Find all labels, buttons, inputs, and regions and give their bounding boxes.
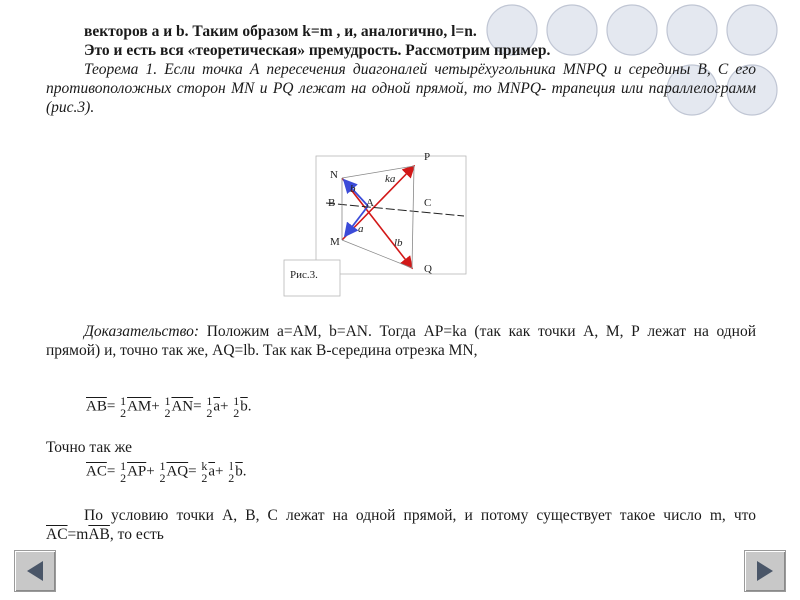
eq2-frac-2 xyxy=(159,460,165,484)
eq1-d2: 2 xyxy=(164,406,171,420)
eq1-n1: 1 xyxy=(120,394,127,408)
eq2-frac-1 xyxy=(120,460,126,484)
eq1-frac-2 xyxy=(164,395,170,419)
eq1-d3: 2 xyxy=(206,406,213,420)
label-lb: lb xyxy=(394,237,403,249)
closing-m: =m xyxy=(67,526,89,543)
eq1-v3: $\overline{a}$ xyxy=(213,398,221,415)
equation-1: $\overline{AB}=$ 1 2 $\overline{AM}+$ 1 2 $\overline{AN}=$ 1 2 $\overline{a}+$ 1 2 $\overline{b}$. xyxy=(86,394,252,420)
label-P: P xyxy=(424,151,431,163)
closing-paragraph xyxy=(46,506,756,544)
eq2-v3: $\overline{a}$ xyxy=(208,463,216,480)
eq1-v2: $\overline{AN}$ xyxy=(171,398,194,415)
eq1-end: . xyxy=(247,398,252,415)
proof-text: Положим а=АМ, b=AN. Тогда AP=ka (так как точки А, М, Р лежат на одной прямой) и, точно так же, AQ=lb. Так как В-середина отрезка MN, xyxy=(46,323,757,359)
eq1-frac-4 xyxy=(233,395,239,419)
eq2-d1: 2 xyxy=(120,471,127,485)
closing-end: , то есть xyxy=(109,526,164,543)
eq2-n3: k xyxy=(201,459,208,473)
label-ka: ka xyxy=(385,173,396,185)
triangle-left-icon xyxy=(23,559,47,583)
eq2-frac-4 xyxy=(228,460,234,484)
line-mp xyxy=(342,166,414,240)
theorem-text: Теорема 1. Если точка А пересечения диагоналей четырёхугольника MNPQ и середины В, С его противоположных сторон MN и PQ лежат на одной прямой, то MNPQ- трапеция или параллелограмм (рис.3). xyxy=(46,61,756,116)
eq2-end: . xyxy=(242,463,247,480)
eq2-n1: 1 xyxy=(120,459,127,473)
proof-label: Доказательство: xyxy=(84,323,200,340)
label-b: b xyxy=(350,183,356,195)
para-line-2: Это и есть вся «теоретическая» премудрость. Рассмотрим пример. xyxy=(84,42,551,59)
similarly-text: Точно так же xyxy=(46,439,132,456)
closing-text: По условию точки А, В, С лежат на одной прямой, и потому существует такое число m, что xyxy=(84,507,756,524)
label-M: M xyxy=(330,236,340,248)
prev-slide-button[interactable] xyxy=(14,550,56,592)
para-line-1: векторов а и b. Таким образом k=m , и, аналогично, l=n. xyxy=(84,23,477,40)
eq1-lhs: $\overline{AB}$ xyxy=(86,398,107,415)
vector-b xyxy=(344,180,368,206)
eq1-plus: + xyxy=(151,398,160,415)
eq1-frac-1 xyxy=(120,395,126,419)
figure-caption: Рис.3. xyxy=(290,269,318,281)
eq1-v4: $\overline{b}$ xyxy=(240,398,248,415)
eq2-eq2: = xyxy=(188,463,197,480)
side-pq xyxy=(412,166,414,268)
eq2-frac-3 xyxy=(201,460,207,484)
eq1-d4: 2 xyxy=(233,406,240,420)
eq1-v1: $\overline{AM}$ xyxy=(127,398,152,415)
eq2-v2: $\overline{AQ}$ xyxy=(166,463,189,480)
eq2-d4: 2 xyxy=(228,471,235,485)
eq2-eq: = xyxy=(106,463,116,480)
figure-3 xyxy=(282,148,472,298)
eq2-v1: $\overline{AP}$ xyxy=(127,463,147,480)
label-A: A xyxy=(366,197,374,209)
eq1-d1: 2 xyxy=(120,406,127,420)
label-B: B xyxy=(328,197,336,209)
eq1-frac-3 xyxy=(206,395,212,419)
eq1-eq2: = xyxy=(193,398,202,415)
equation-2: $\overline{AC}=$ 1 2 $\overline{AP}+$ 1 2 $\overline{AQ}=$ k 2 $\overline{a}+$ l 2 $\overline{b}$. xyxy=(86,459,247,485)
eq2-d3: 2 xyxy=(201,471,208,485)
eq1-n3: 1 xyxy=(206,394,213,408)
eq2-v4: $\overline{b}$ xyxy=(235,463,243,480)
eq1-n2: 1 xyxy=(164,394,171,408)
eq2-d2: 2 xyxy=(159,471,166,485)
closing-ac: $\overline{AC}$ xyxy=(46,526,68,543)
closing-ab: $\overline{AB}$ xyxy=(88,526,110,543)
label-a: a xyxy=(358,223,364,235)
label-N: N xyxy=(330,169,338,181)
next-slide-button[interactable] xyxy=(744,550,786,592)
triangle-right-icon xyxy=(753,559,777,583)
label-C: C xyxy=(424,197,432,209)
vector-a xyxy=(345,206,368,236)
label-Q: Q xyxy=(424,263,432,275)
eq2-lhs: $\overline{AC}$ xyxy=(86,463,107,480)
line-bc xyxy=(326,203,464,216)
eq2-n2: 1 xyxy=(159,459,166,473)
eq1-n4: 1 xyxy=(233,394,240,408)
eq2-n4: l xyxy=(229,459,233,473)
eq1-eq: = xyxy=(106,398,116,415)
proof-paragraph xyxy=(46,322,756,360)
